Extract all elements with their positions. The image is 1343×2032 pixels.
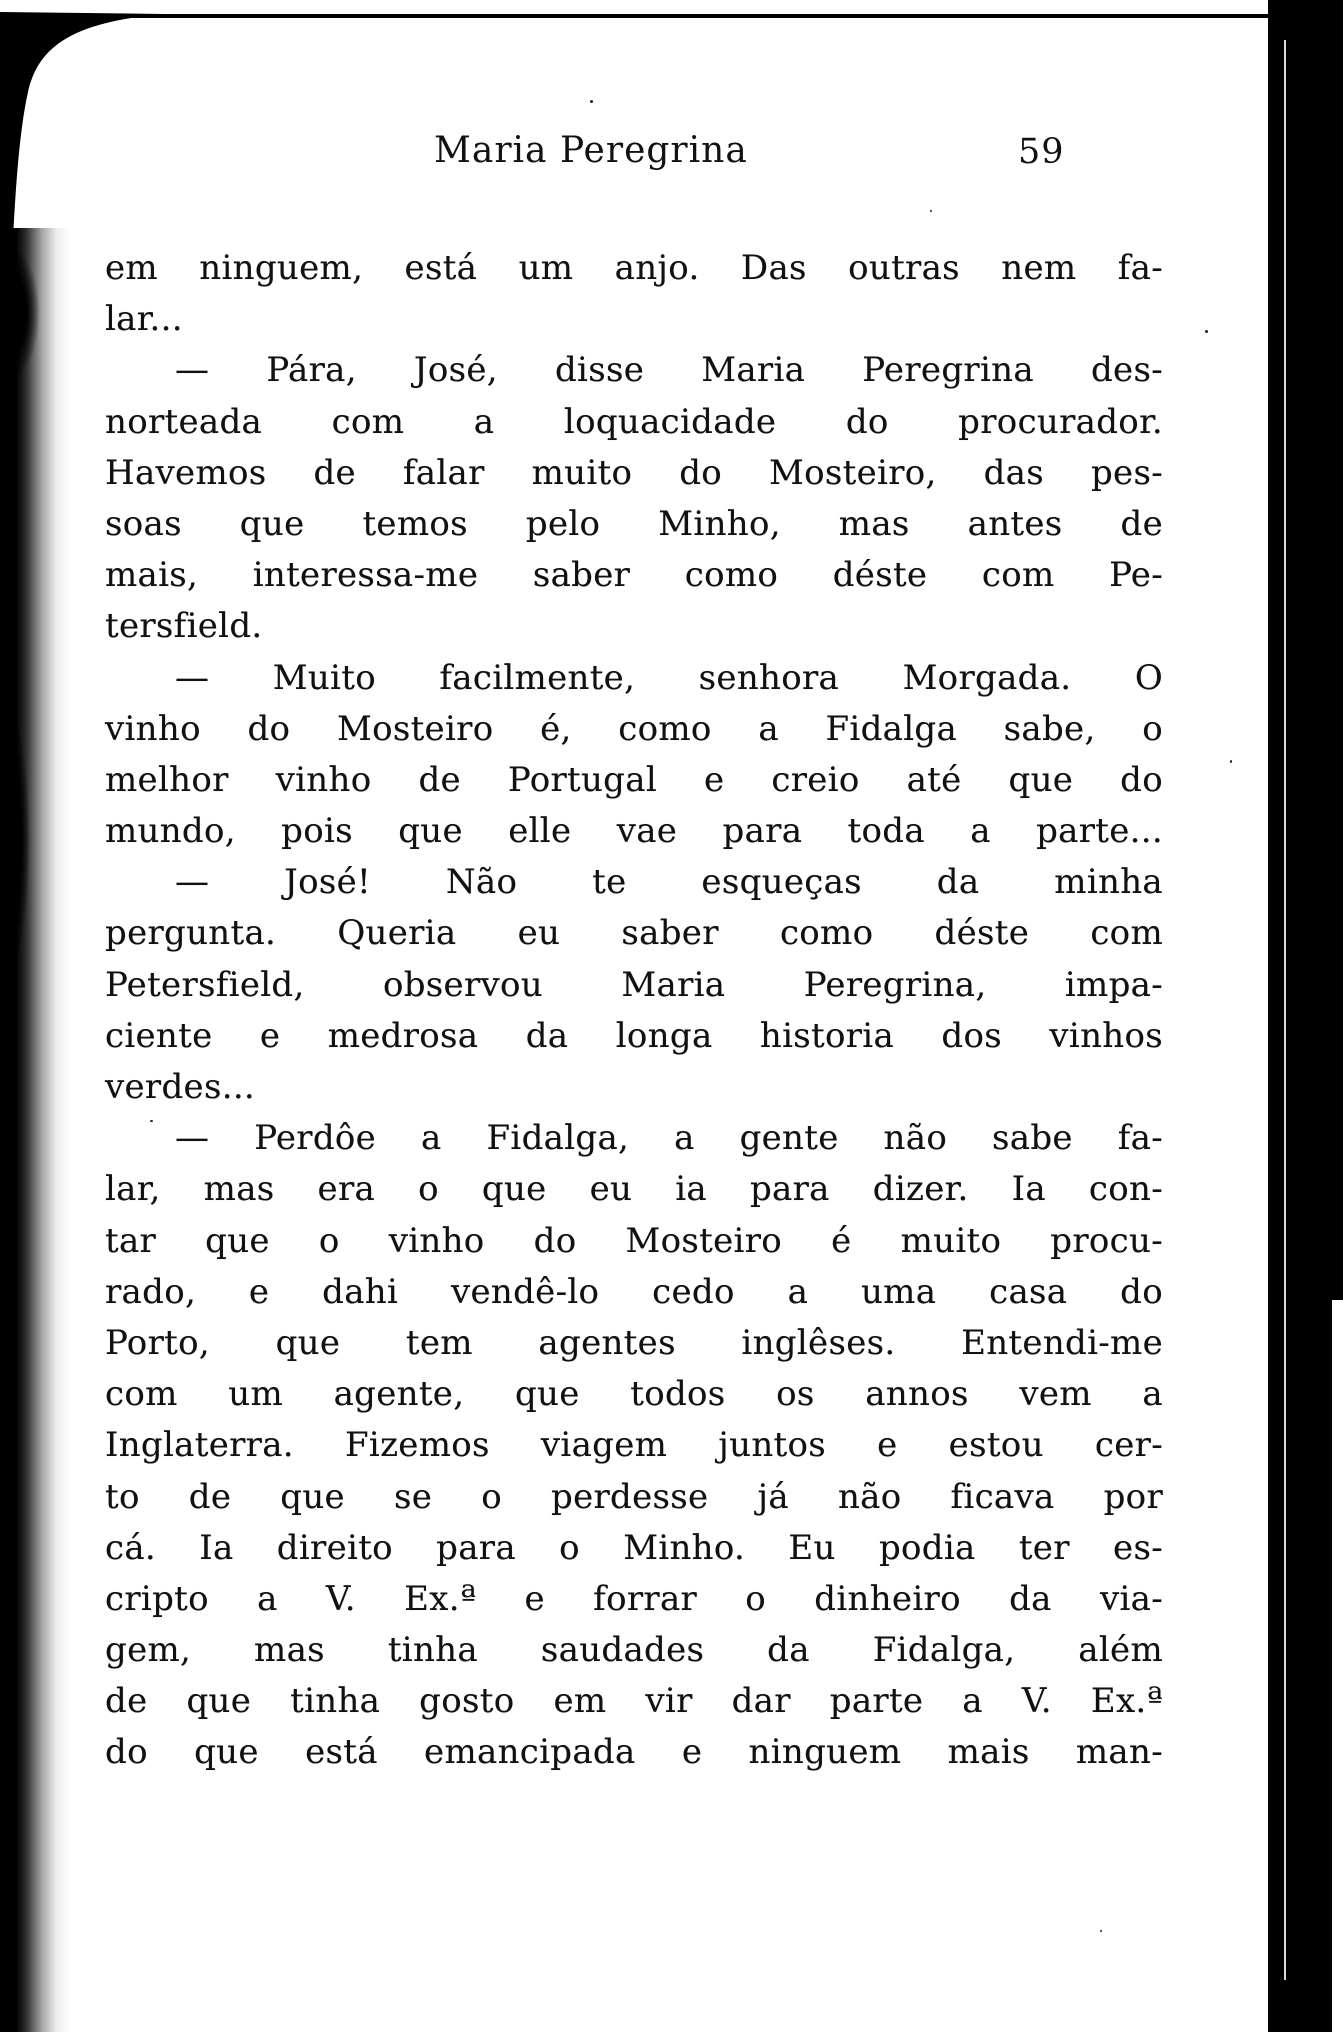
scan-noise	[1205, 330, 1208, 333]
scan-right-band-crack	[1284, 40, 1286, 1980]
text-line: gem, mas tinha saudades da Fidalga, além	[105, 1630, 1163, 1671]
text-line: — Pára, José, disse Maria Peregrina des-	[175, 350, 1163, 391]
text-line: vinho do Mosteiro é, como a Fidalga sabe, o	[105, 708, 1163, 749]
scan-noise	[590, 100, 593, 103]
text-line: verdes...	[105, 1067, 256, 1107]
text-line: to de que se o perdesse já não ficava por	[105, 1476, 1163, 1517]
text-line: melhor vinho de Portugal e creio até que do	[105, 759, 1163, 800]
scan-right-band-outer	[1332, 0, 1343, 1300]
text-line: do que está emancipada e ninguem mais man-	[105, 1732, 1163, 1773]
text-line: cá. Ia direito para o Minho. Eu podia ter es-	[105, 1527, 1163, 1568]
text-line: lar...	[105, 299, 183, 340]
scan-noise	[1230, 760, 1232, 763]
text-line: Petersfield, observou Maria Peregrina, impa-	[105, 964, 1163, 1005]
text-line: soas que temos pelo Minho, mas antes de	[105, 503, 1163, 544]
text-line: ciente e medrosa da longa historia dos vinhos	[105, 1015, 1163, 1056]
text-line: rado, e dahi vendê-lo cedo a uma casa do	[105, 1271, 1163, 1312]
text-line: — José! Não te esqueças da minha	[175, 862, 1163, 903]
binding-shadow	[0, 228, 72, 2032]
text-line: Inglaterra. Fizemos viagem juntos e estou cer-	[105, 1425, 1163, 1466]
text-line: lar, mas era o que eu ia para dizer. Ia con-	[105, 1169, 1163, 1210]
text-line: em ninguem, está um anjo. Das outras nem fa-	[105, 248, 1163, 288]
text-line: cripto a V. Ex.ª e forrar o dinheiro da via-	[105, 1578, 1163, 1619]
text-line: pergunta. Queria eu saber como déste com	[105, 913, 1163, 954]
text-line: mais, interessa-me saber como déste com Pe-	[105, 555, 1163, 596]
binding-shadow-blob	[0, 690, 34, 1000]
text-line: — Muito facilmente, senhora Morgada. O	[175, 657, 1163, 698]
text-line: com um agente, que todos os annos vem a	[105, 1374, 1163, 1415]
text-line: de que tinha gosto em vir dar parte a V. Ex.ª	[105, 1681, 1163, 1722]
text-line: Havemos de falar muito do Mosteiro, das pes-	[105, 452, 1163, 493]
text-line: — Perdôe a Fidalga, a gente não sabe fa-	[175, 1118, 1163, 1159]
text-line: Porto, que tem agentes inglêses. Entendi-me	[105, 1322, 1163, 1363]
scan-right-band	[1268, 0, 1332, 2032]
page-number: 59	[1018, 132, 1065, 172]
text-line: norteada com a loquacidade do procurador.	[105, 401, 1163, 442]
scan-noise	[930, 210, 932, 212]
scan-top-edge	[0, 14, 1343, 18]
text-line: tersfield.	[105, 606, 263, 647]
text-line: mundo, pois que elle vae para toda a parte...	[105, 811, 1163, 852]
scan-noise	[1100, 1930, 1102, 1932]
text-line: tar que o vinho do Mosteiro é muito procu-	[105, 1220, 1163, 1261]
running-header-title: Maria Peregrina	[434, 130, 748, 171]
text-block	[105, 243, 1163, 1779]
